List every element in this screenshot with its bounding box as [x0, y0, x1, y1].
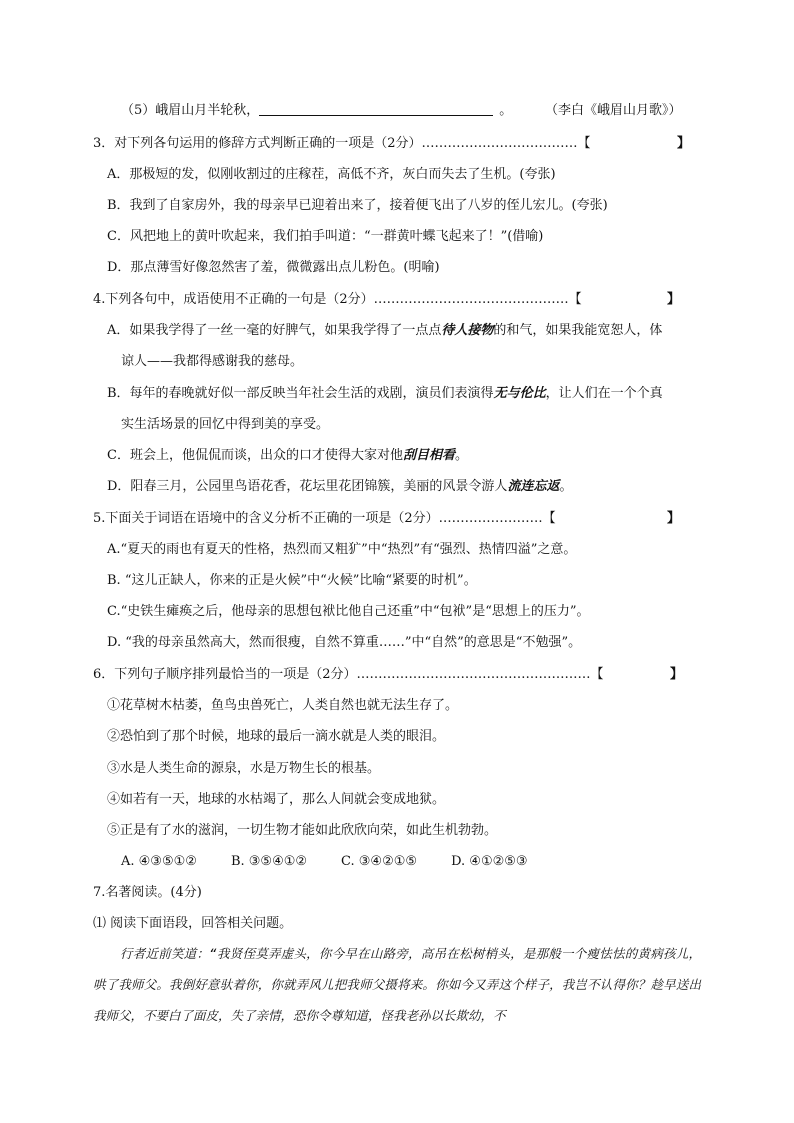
q4-a-post: 的和气，如果我能宽恕人，体: [493, 323, 663, 338]
q4-option-a: [107, 322, 662, 340]
q7-passage: 行者近前笑道：“我贤侄莫弄虚头，你今早在山路旁，高吊在松树梢头，是那般一个瘦怯怯的黄病孩儿，哄了我师父。我倒好意驮着你，你就弄风儿把我师父摄将来。你如今又弄这个样子，我岂不认得你？趁早送出我师父，不要白了面皮，失了亲情，恐你令尊知道，怪我老孙以长欺幼，不: [93, 946, 701, 1023]
q3-option-a: A．那极短的发，似刚收割过的庄稼茬，高低不齐，灰白而失去了生机。(夸张): [107, 167, 556, 182]
q4-c-post: 。: [454, 448, 468, 463]
q4-option-d: [107, 478, 572, 496]
q4-d-post: 。: [559, 479, 573, 494]
q4-a-idiom: 待人接物: [441, 323, 494, 338]
q6-sentence-2: ②恐怕到了那个时候，地球的最后一滴水就是人类的眼泪。: [107, 729, 446, 744]
q6-sentence-3: ③水是人类生命的源泉，水是万物生长的根基。: [107, 761, 381, 776]
q5-option-b: B. “这儿正缺人，你来的正是火候”中“火候”比喻“紧要的时机”。: [107, 573, 477, 588]
q6-sentence-1: ①花草树木枯萎，鱼鸟虫兽死亡，人类自然也就无法生存了。: [107, 698, 459, 713]
q4-stem: 4.下列各句中，成语使用不正确的一句是（2分）………………………………………【: [93, 292, 582, 307]
q3-option-c: C．风把地上的黄叶吹起来，我们拍手叫道：“一群黄叶蝶飞起来了！”(借喻): [107, 229, 544, 244]
q4-option-b-cont: 实生活场景的回忆中得到美的享受。: [121, 417, 330, 432]
q5-answer-bracket[interactable]: 】: [667, 511, 681, 526]
q2-5-source: （李白《峨眉山月歌》）: [545, 103, 682, 118]
q3-stem: 3．对下列各句运用的修辞方式判断正确的一项是（2分）………………………………【: [93, 136, 591, 151]
q6-choice-a[interactable]: A. ④③⑤①②: [121, 854, 197, 869]
q4-c-pre: C．班会上，他侃侃而谈，出众的口才使得大家对他: [107, 448, 403, 463]
q2-5-prefix: （5）峨眉山月半轮秋，: [121, 103, 260, 118]
q7-stem: 7.名著阅读。(4分): [93, 885, 202, 900]
q6-stem: 6．下列句子顺序排列最恰当的一项是（2分）………………………………………………【: [93, 667, 604, 682]
q3-option-d: D．那点薄雪好像忽然害了羞，微微露出点儿粉色。(明喻): [107, 260, 440, 275]
q2-5-line: [121, 102, 512, 120]
q4-option-c: [107, 447, 468, 465]
q6-answer-bracket[interactable]: 】: [670, 667, 684, 682]
q6-sentence-5: ⑤正是有了水的滋润，一切生物才能如此欣欣向荣，如此生机勃勃。: [107, 823, 498, 838]
q6-choice-c[interactable]: C. ③④②①⑤: [341, 854, 418, 869]
q4-d-idiom: 流连忘返: [507, 479, 560, 494]
q6-choices: [121, 853, 562, 871]
q4-b-post: ，让人们在一个个真: [545, 386, 663, 401]
q2-5-suffix: 。: [499, 103, 513, 118]
q4-b-idiom: 无与伦比: [493, 386, 546, 401]
q5-stem: 5.下面关于词语在语境中的含义分析不正确的一项是（2分）……………………【: [93, 511, 556, 526]
q6-choice-d[interactable]: D. ④①②⑤③: [451, 854, 528, 869]
q5-option-c: C.“史铁生瘫痪之后，他母亲的思想包袱比他自己还重”中“包袱”是“思想上的压力”。: [107, 604, 590, 619]
q5-option-a: A.“夏天的雨也有夏天的性格，热烈而又粗犷”中“热烈”有“强烈、热情四溢”之意。: [107, 542, 577, 557]
q2-5-answer-blank[interactable]: [259, 102, 493, 116]
q4-c-idiom: 刮目相看: [402, 448, 455, 463]
q4-option-a-cont: 谅人——我都得感谢我的慈母。: [121, 354, 304, 369]
q6-choice-b[interactable]: B. ③⑤④①②: [230, 854, 308, 869]
q3-answer-bracket[interactable]: 】: [677, 136, 691, 151]
q4-b-pre: B．每年的春晚就好似一部反映当年社会生活的戏剧，演员们表演得: [107, 386, 494, 401]
q3-option-b: B．我到了自家房外，我的母亲早已迎着出来了，接着便飞出了八岁的侄儿宏儿。(夸张): [107, 198, 608, 213]
q4-d-pre: D．阳春三月，公园里鸟语花香，花坛里花团锦簇，美丽的风景令游人: [107, 479, 508, 494]
q4-option-b: [107, 385, 663, 403]
q7-sub1: ⑴ 阅读下面语段，回答相关问题。: [93, 916, 293, 931]
q4-a-pre: A．如果我学得了一丝一毫的好脾气，如果我学得了一点点: [107, 323, 442, 338]
q5-option-d: D. “我的母亲虽然高大，然而很瘦，自然不算重……”中“自然”的意思是“不勉强”。: [107, 635, 582, 650]
q4-answer-bracket[interactable]: 】: [667, 292, 681, 307]
q6-sentence-4: ④如若有一天，地球的水枯竭了，那么人间就会变成地狱。: [107, 792, 446, 807]
